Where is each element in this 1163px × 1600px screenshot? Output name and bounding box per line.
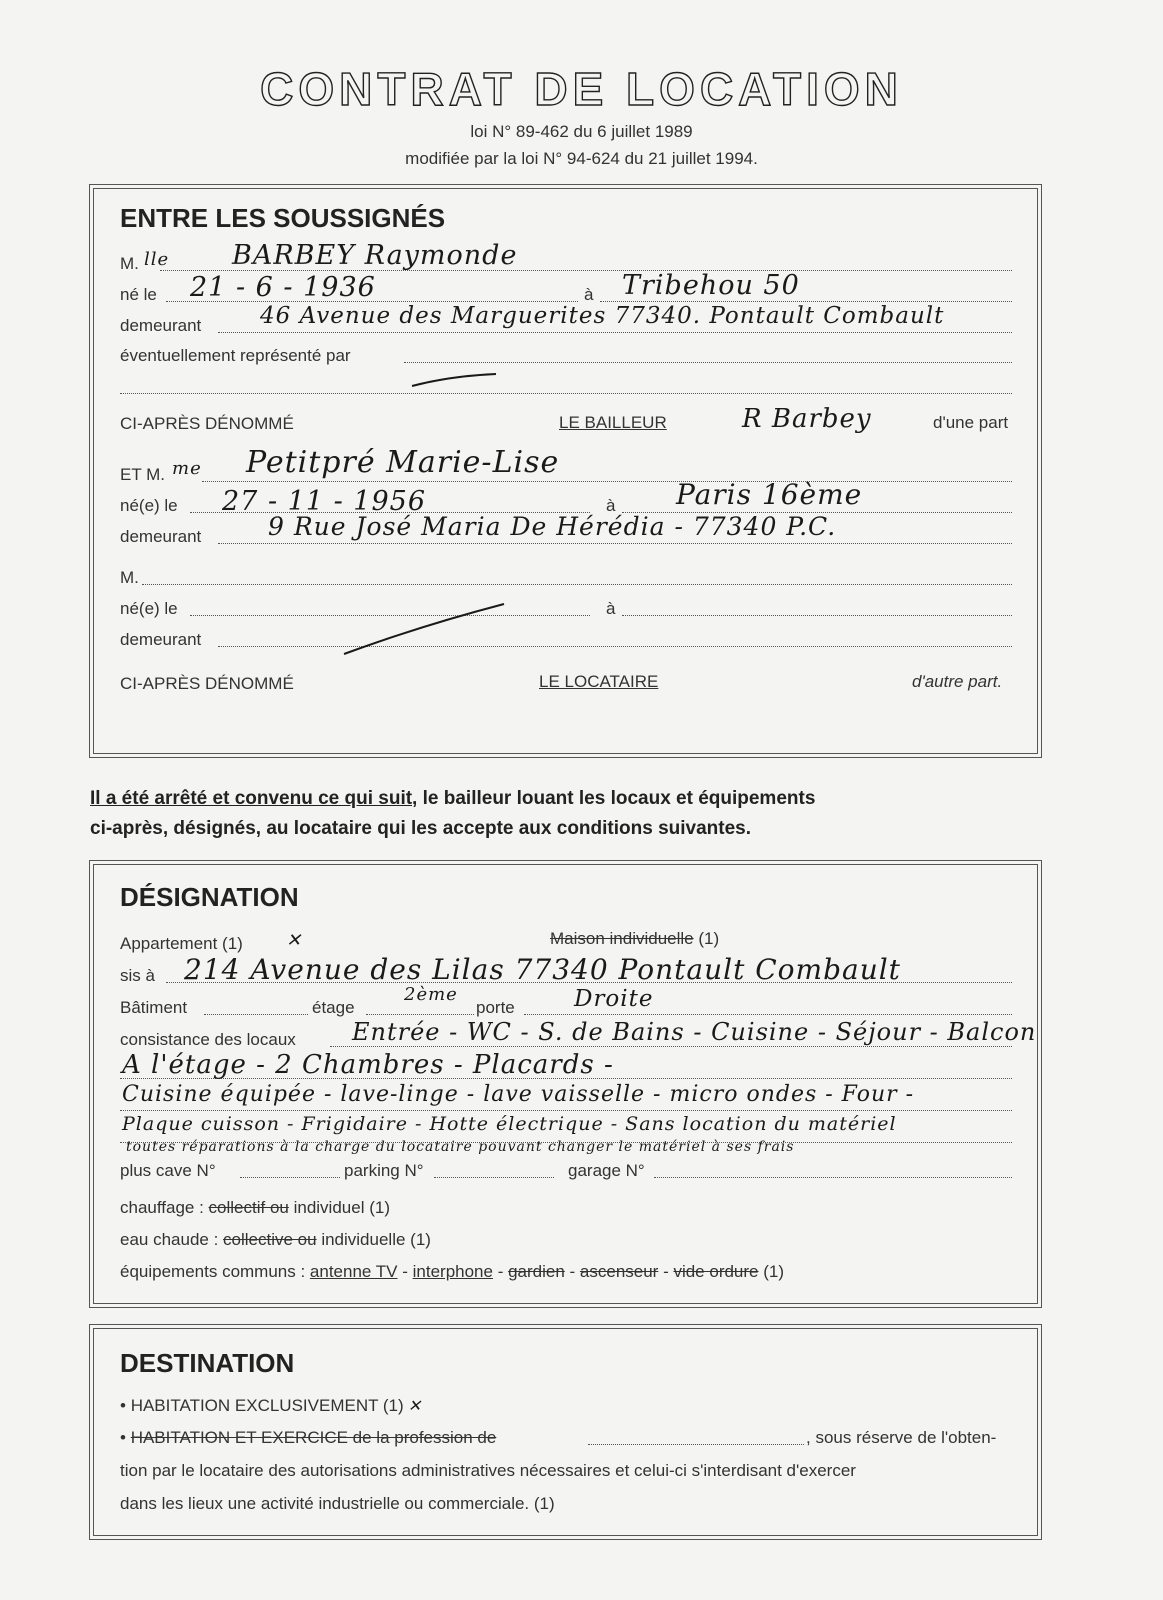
destination-line-2: tion par le locataire des autorisations administratives nécessaires et celui-ci s'interdisant d'exercer bbox=[120, 1461, 856, 1480]
sis-address: 214 Avenue des Lilas 77340 Pontault Combault bbox=[184, 953, 901, 986]
maison-strike: Maison individuelle bbox=[550, 929, 694, 948]
destination-heading: DESTINATION bbox=[120, 1348, 295, 1378]
sis-label: sis à bbox=[120, 966, 155, 985]
locataire-address-line bbox=[218, 543, 1012, 544]
eau-strike: collective ou bbox=[223, 1230, 317, 1249]
locataire-born-place: Paris 16ème bbox=[676, 478, 863, 511]
bailleur-name: BARBEY Raymonde bbox=[232, 240, 518, 271]
bailleur-address-line bbox=[218, 332, 1012, 333]
consistance-line-1 bbox=[330, 1046, 1012, 1047]
porte-label: porte bbox=[476, 998, 515, 1017]
locataire-at-label: à bbox=[606, 496, 616, 515]
law-reference: loi N° 89-462 du 6 juillet 1989 bbox=[470, 122, 693, 141]
locataire-title-label: ET M. bbox=[120, 465, 166, 484]
bailleur-place-line bbox=[600, 301, 1012, 302]
profession-line bbox=[588, 1444, 804, 1445]
bailleur-role-label: CI-APRÈS DÉNOMMÉ bbox=[120, 414, 294, 433]
cave-label: plus cave N° bbox=[120, 1161, 216, 1180]
bailleur-role: LE BAILLEUR bbox=[559, 413, 667, 432]
bailleur-title-hand: lle bbox=[144, 249, 170, 270]
contract-title: CONTRAT DE LOCATION bbox=[260, 63, 903, 115]
maison-label bbox=[550, 929, 719, 949]
consistance-2: A l'étage - 2 Chambres - Placards - bbox=[122, 1050, 614, 1080]
second-at-label: à bbox=[606, 599, 616, 618]
maison-note: (1) bbox=[698, 929, 720, 948]
equip-gardien: gardien bbox=[508, 1262, 565, 1281]
consistance-3: Cuisine équipée - lave-linge - lave vaisselle - micro ondes - Four - bbox=[122, 1082, 915, 1107]
batiment-line bbox=[204, 1014, 308, 1015]
habitation-profession: HABITATION ET EXERCICE de la profession de bbox=[130, 1428, 497, 1447]
destination-item-1 bbox=[120, 1396, 422, 1416]
porte-value: Droite bbox=[574, 986, 654, 1012]
second-address-label: demeurant bbox=[120, 630, 202, 649]
equipements-row bbox=[120, 1262, 784, 1282]
second-address-line bbox=[218, 646, 1012, 647]
equip-interphone: interphone bbox=[412, 1262, 493, 1281]
destination-item-2 bbox=[120, 1428, 496, 1448]
equip-note: (1) bbox=[758, 1262, 785, 1281]
equip-sep: - bbox=[397, 1262, 413, 1281]
bailleur-born-date: 21 - 6 - 1936 bbox=[190, 272, 376, 303]
locataire-name: Petitpré Marie-Lise bbox=[246, 445, 560, 480]
consistance-5: toutes réparations à la charge du locataire pouvant changer le matériel à ses frais bbox=[126, 1139, 795, 1155]
bailleur-side: d'une part bbox=[933, 413, 1009, 432]
chauffage-row bbox=[120, 1198, 390, 1218]
consistance-label: consistance des locaux bbox=[120, 1030, 296, 1049]
represented-cancel-stroke bbox=[410, 370, 500, 390]
parking-line bbox=[434, 1177, 554, 1178]
garage-line bbox=[654, 1177, 1012, 1178]
parking-label: parking N° bbox=[344, 1161, 424, 1180]
agreement-intro: Il a été arrêté et convenu ce qui suit, bbox=[90, 788, 418, 809]
locataire-name-line bbox=[202, 481, 1012, 482]
equip-sep: - bbox=[564, 1262, 580, 1281]
designation-heading: DÉSIGNATION bbox=[120, 882, 299, 912]
locataire-role: LE LOCATAIRE bbox=[539, 672, 659, 691]
second-born-label: né(e) le bbox=[120, 599, 178, 618]
equip-vide-ordure: vide ordure bbox=[673, 1262, 759, 1281]
appartement-label: Appartement (1) bbox=[120, 934, 243, 953]
eau-value: individuelle (1) bbox=[316, 1230, 431, 1249]
locataire-side: d'autre part. bbox=[912, 672, 1003, 691]
locataire-address: 9 Rue José Maria De Hérédia - 77340 P.C. bbox=[268, 512, 837, 541]
garage-label: garage N° bbox=[568, 1161, 645, 1180]
equip-ascenseur: ascenseur bbox=[579, 1262, 659, 1281]
eau-row bbox=[120, 1230, 431, 1250]
second-cancel-stroke bbox=[340, 600, 510, 660]
bailleur-at-label: à bbox=[584, 285, 594, 304]
destination-line-3: dans les lieux une activité industrielle ou commerciale. (1) bbox=[120, 1494, 555, 1513]
bailleur-signature: R Barbey bbox=[742, 404, 872, 434]
chauffage-value: individuel (1) bbox=[288, 1198, 390, 1217]
represented-label: éventuellement représenté par bbox=[120, 346, 351, 365]
appartement-mark: ✕ bbox=[286, 930, 303, 951]
consistance-1: Entrée - WC - S. de Bains - Cuisine - Séjour - Balcon bbox=[352, 1018, 1037, 1046]
second-place-line bbox=[622, 615, 1012, 616]
cave-line bbox=[240, 1177, 340, 1178]
second-name-line bbox=[142, 584, 1012, 585]
porte-line bbox=[524, 1014, 1012, 1015]
chauffage-label: chauffage : bbox=[120, 1198, 209, 1217]
equip-antenne: antenne TV bbox=[309, 1262, 398, 1281]
agreement-line1 bbox=[90, 784, 1070, 814]
consistance-line-3 bbox=[120, 1110, 1012, 1111]
represented-line bbox=[404, 362, 1012, 363]
equip-label: équipements communs : bbox=[120, 1262, 310, 1281]
locataire-address-label: demeurant bbox=[120, 527, 202, 546]
parties-heading: ENTRE LES SOUSSIGNÉS bbox=[120, 203, 446, 233]
bullet: • bbox=[120, 1428, 131, 1447]
bailleur-address: 46 Avenue des Marguerites 77340. Pontault Combault bbox=[260, 303, 945, 329]
bailleur-address-label: demeurant bbox=[120, 316, 202, 335]
etage-line bbox=[366, 1014, 474, 1015]
locataire-born-label: né(e) le bbox=[120, 496, 178, 515]
represented-line-2 bbox=[120, 393, 1012, 394]
etage-value: 2ème bbox=[404, 984, 458, 1005]
bailleur-born-label: né le bbox=[120, 285, 157, 304]
locataire-role-label: CI-APRÈS DÉNOMMÉ bbox=[120, 674, 294, 693]
equip-sep: - bbox=[658, 1262, 674, 1281]
locataire-title-hand: me bbox=[172, 458, 202, 479]
consistance-4: Plaque cuisson - Frigidaire - Hotte électrique - Sans location du matériel bbox=[122, 1113, 897, 1135]
eau-label: eau chaude : bbox=[120, 1230, 224, 1249]
agreement-line2: ci-après, désignés, au locataire qui les accepte aux conditions suivantes. bbox=[90, 818, 752, 839]
law-modification: modifiée par la loi N° 94-624 du 21 juillet 1994. bbox=[405, 149, 758, 168]
batiment-label: Bâtiment bbox=[120, 998, 188, 1017]
etage-label: étage bbox=[312, 998, 355, 1017]
second-title-label: M. bbox=[120, 568, 139, 587]
chauffage-strike: collectif ou bbox=[208, 1198, 289, 1217]
bailleur-born-place: Tribehou 50 bbox=[622, 270, 800, 301]
agreement-rest: le bailleur louant les locaux et équipements bbox=[417, 788, 816, 809]
locataire-born-date: 27 - 11 - 1956 bbox=[222, 486, 427, 517]
bailleur-title-label: M. bbox=[120, 254, 139, 273]
bullet: • bbox=[120, 1396, 131, 1415]
destination-reserve: , sous réserve de l'obten- bbox=[806, 1428, 997, 1447]
equip-sep: - bbox=[492, 1262, 509, 1281]
habitation-mark: ✕ bbox=[407, 1396, 423, 1415]
habitation-exclusive: HABITATION EXCLUSIVEMENT (1) bbox=[130, 1396, 404, 1415]
